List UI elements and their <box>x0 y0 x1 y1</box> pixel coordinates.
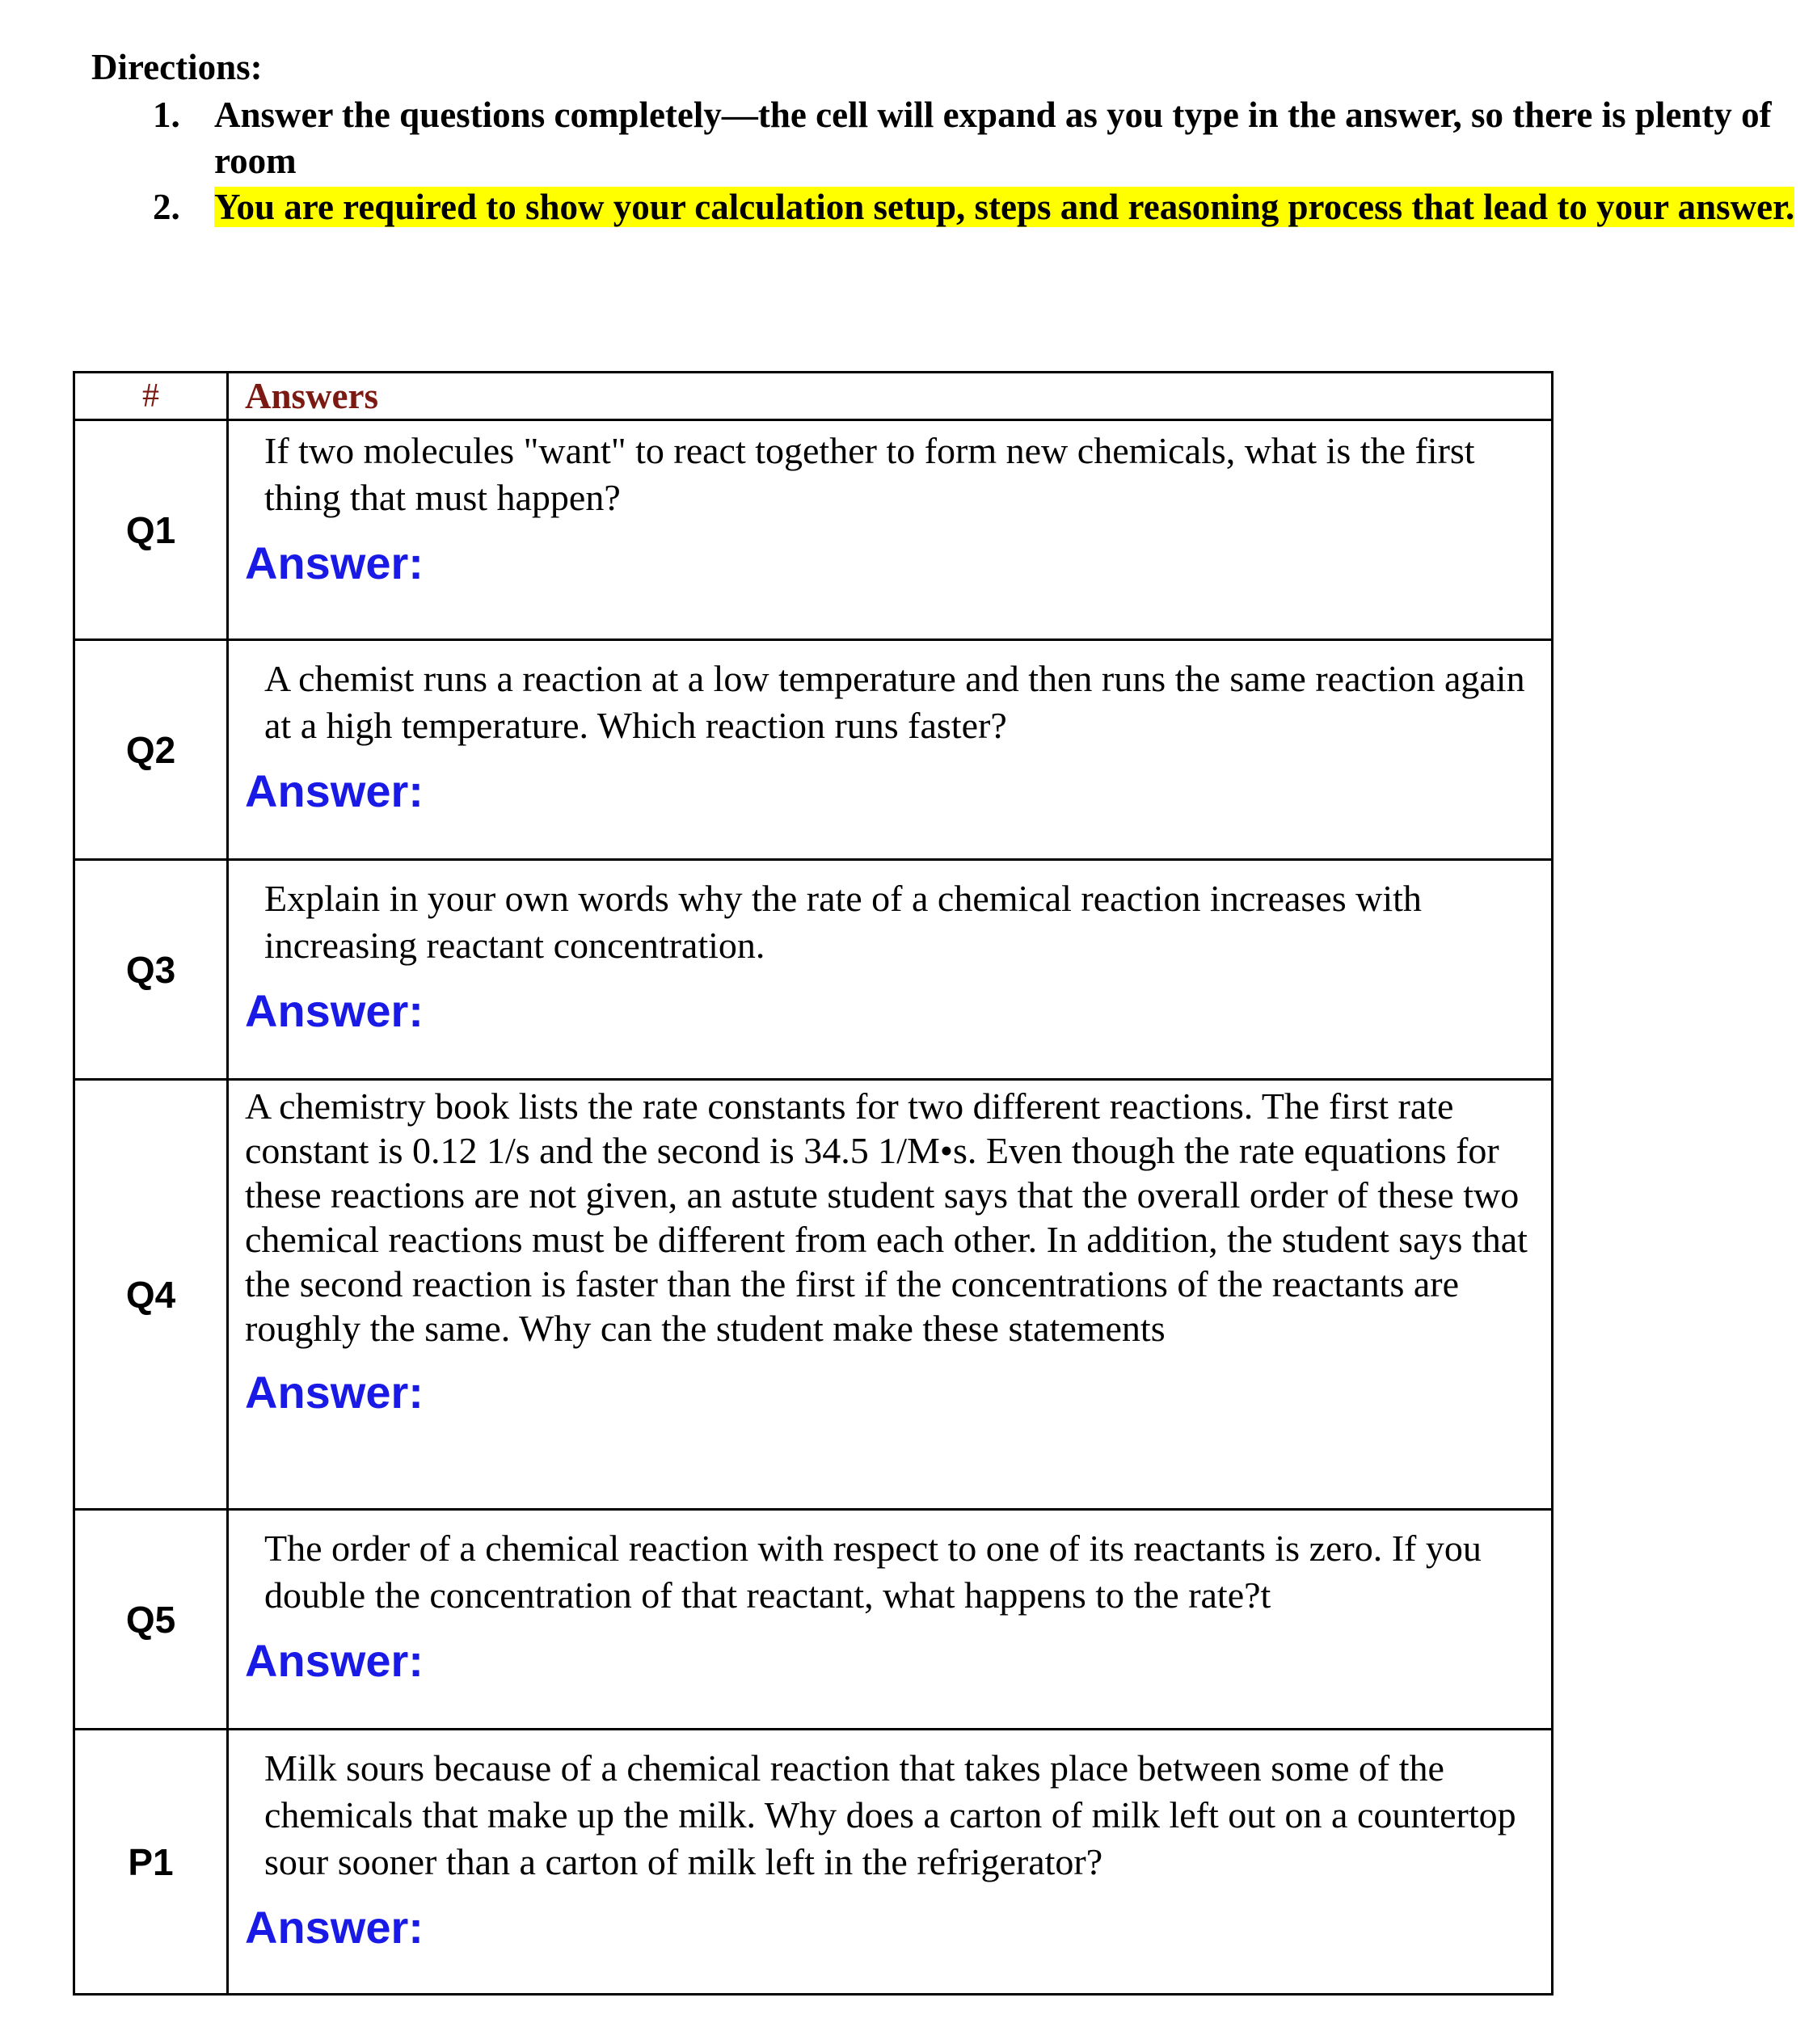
answer-label: Answer: <box>245 1902 424 1953</box>
question-text: A chemist runs a reaction at a low temperature and then runs the same reaction again at a high temperature. Which reaction runs faster? <box>264 658 1525 746</box>
question-number: P1 <box>74 1730 228 1995</box>
directions-item-2 <box>91 184 1797 230</box>
question-number: Q2 <box>74 640 228 860</box>
directions-item-number: 2. <box>153 187 180 227</box>
question-text: A chemistry book lists the rate constants for two different reactions. The first rate constant is 0.12 1/s and the second is 34.5 1/M•s. Even though the rate equations for these reactions are not given, an astute student says that the overall order of these two chemical reactions must be different from each other. In addition, the student says that the second reaction is faster than the first if the concentrations of the reactants are roughly the same. Why can the student make these statements <box>245 1085 1528 1349</box>
table-row <box>74 420 1553 640</box>
question-number: Q1 <box>74 420 228 640</box>
table-header-row <box>74 373 1553 420</box>
question-number: Q5 <box>74 1510 228 1730</box>
answer-label: Answer: <box>245 1635 424 1686</box>
directions-item-number: 1. <box>153 95 180 135</box>
question-number: Q4 <box>74 1080 228 1510</box>
answer-cell[interactable] <box>228 1510 1553 1730</box>
answer-label: Answer: <box>245 985 424 1036</box>
question-number: Q3 <box>74 860 228 1080</box>
header-number: # <box>74 373 228 420</box>
table-row <box>74 860 1553 1080</box>
directions-item-text: Answer the questions completely—the cell will expand as you type in the answer, so there is plenty of room <box>214 95 1772 181</box>
directions-list <box>91 92 1797 230</box>
answer-cell[interactable] <box>228 860 1553 1080</box>
directions-item-text-highlighted: You are required to show your calculation setup, steps and reasoning process that lead to your answer. <box>214 187 1795 227</box>
table-row <box>74 1510 1553 1730</box>
answer-label: Answer: <box>245 765 424 816</box>
table-row <box>74 640 1553 860</box>
answer-cell[interactable] <box>228 1080 1553 1510</box>
question-text: Explain in your own words why the rate of a chemical reaction increases with increasing reactant concentration. <box>264 878 1422 966</box>
answer-cell[interactable] <box>228 420 1553 640</box>
question-text: If two molecules "want" to react together to form new chemicals, what is the first thing that must happen? <box>264 430 1475 518</box>
table-row <box>74 1730 1553 1995</box>
table-row <box>74 1080 1553 1510</box>
directions-section <box>91 42 1797 230</box>
answer-label: Answer: <box>245 537 424 588</box>
answer-cell[interactable] <box>228 1730 1553 1995</box>
directions-heading: Directions: <box>91 47 263 87</box>
question-text: Milk sours because of a chemical reaction that takes place between some of the chemicals that make up the milk. Why does a carton of milk left out on a countertop sour sooner than a carton of milk left in the refrigerator? <box>264 1747 1516 1882</box>
directions-item-1 <box>91 92 1797 184</box>
question-text: The order of a chemical reaction with respect to one of its reactants is zero. If you double the concentration of that reactant, what happens to the rate?t <box>264 1528 1482 1616</box>
questions-table <box>73 371 1554 1996</box>
answer-label: Answer: <box>245 1367 424 1418</box>
answer-cell[interactable] <box>228 640 1553 860</box>
header-answers: Answers <box>228 373 1553 420</box>
